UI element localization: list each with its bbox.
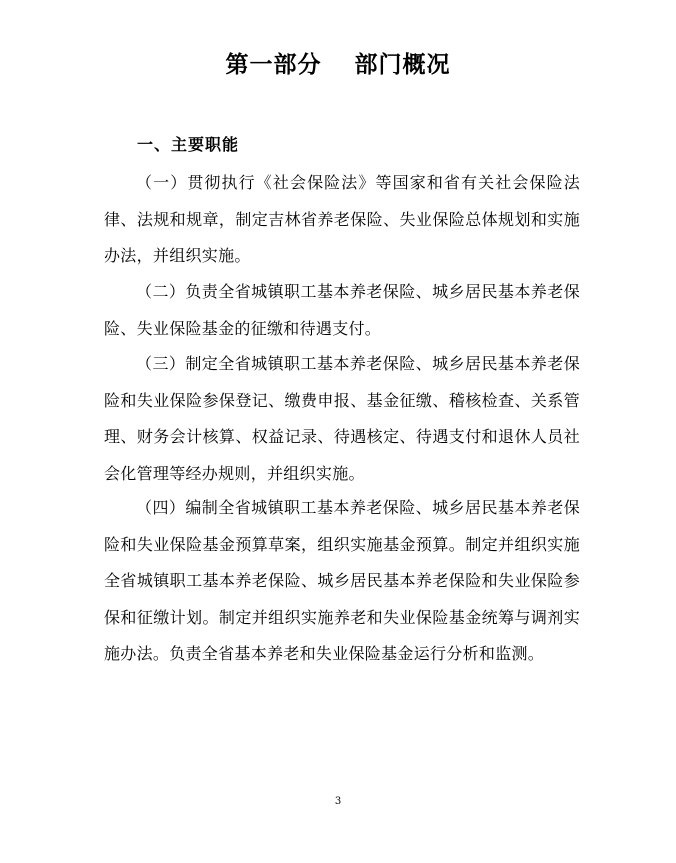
paragraph-4: （四）编制全省城镇职工基本养老保险、城乡居民基本养老保险和失业保险基金预算草案，组织实施基金预算。制定并组织实施全省城镇职工基本养老保险、城乡居民基本养老保险和失业保险参保和征缴计划。制定并组织实施养老和失业保险基金统筹与调剂实施办法。负责全省基本养老和失业保险基金运行分析和监测。 [104, 498, 580, 663]
section-heading: 一、主要职能 [137, 135, 240, 154]
paragraph-3: （三）制定全省城镇职工基本养老保险、城乡居民基本养老保险和失业保险参保登记、缴费申报、基金征缴、稽核检查、关系管理、财务会计核算、权益记录、待遇核定、待遇支付和退休人员社会化管理等经办规则，并组织实施。 [104, 354, 580, 483]
page-title: 第一部分 部门概况 [225, 51, 451, 78]
paragraph-2: （二）负责全省城镇职工基本养老保险、城乡居民基本养老保险、失业保险基金的征缴和待遇支付。 [104, 282, 580, 338]
page-number: 3 [334, 796, 342, 807]
paragraph-1: （一）贯彻执行《社会保险法》等国家和省有关社会保险法律、法规和规章，制定吉林省养老保险、失业保险总体规划和实施办法，并组织实施。 [104, 173, 580, 265]
